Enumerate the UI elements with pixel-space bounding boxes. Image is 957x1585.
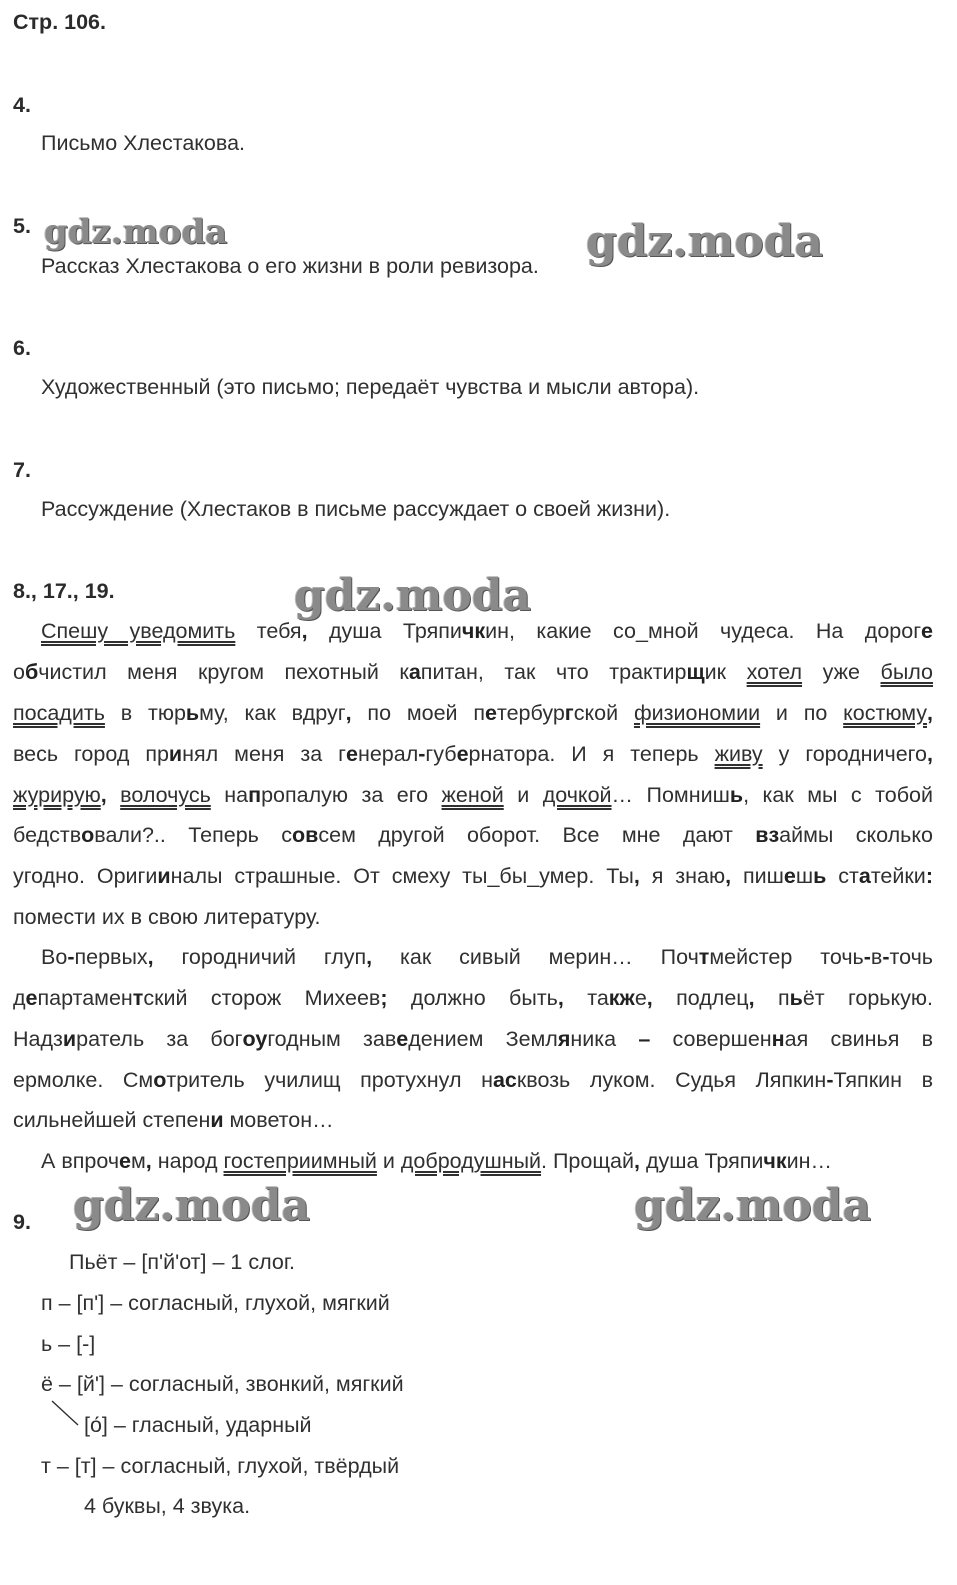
watermark: gdz.moda [44, 212, 228, 252]
connector-line [48, 1398, 82, 1428]
task-number-4: 4. [13, 93, 31, 117]
letter-line: сильнейшей степени моветон… [13, 1108, 334, 1132]
task-answer-5: Рассказ Хлестакова о его жизни в роли ревизора. [41, 254, 539, 278]
task-number-6: 6. [13, 336, 31, 360]
task-number-8-17-19: 8., 17., 19. [13, 579, 115, 603]
watermark: gdz.moda [634, 1180, 872, 1231]
phonetic-row: ь – [-] [41, 1332, 96, 1356]
phonetic-row: п – [п'] – согласный, глухой, мягкий [41, 1291, 390, 1315]
phonetic-row: [о́] – гласный, ударный [84, 1413, 312, 1437]
phonetic-summary: 4 буквы, 4 звука. [84, 1494, 251, 1518]
page-header: Стр. 106. [13, 10, 106, 34]
letter-line: бедствовали?.. Теперь совсем другой оборот. Все мне дают взаймы сколько [13, 823, 933, 847]
letter-line: А впрочем, народ гостеприимный и добродушный. Прощай, душа Тряпичкин… [41, 1149, 833, 1173]
watermark: gdz.moda [586, 216, 824, 267]
watermark: gdz.moda [294, 570, 532, 621]
task-number-9: 9. [13, 1210, 31, 1234]
letter-line: помести их в свою литературу. [13, 905, 321, 929]
letter-line: Во-первых, городничий глуп, как сивый мерин… Почтмейстер точь-в-точь [41, 945, 933, 969]
letter-line: посадить в тюрьму, как вдруг, по моей петербургской физиономии и по костюму, [13, 701, 933, 725]
letter-line: журирую, волочусь напропалую за его женой и дочкой… Помнишь, как мы с тобой [13, 783, 933, 807]
letter-line: обчистил меня кругом пехотный капитан, так что трактирщик хотел уже было [13, 660, 934, 684]
letter-line: Спешу уведомить тебя, душа Тряпичкин, какие со_мной чудеса. На дороге [41, 619, 934, 643]
letter-line: угодно. Оригииналы страшные. От смеху ты_бы_умер. Ты, я знаю, пишешь статейки: [13, 864, 933, 888]
phonetic-row: т – [т] – согласный, глухой, твёрдый [41, 1454, 400, 1478]
watermark: gdz.moda [73, 1180, 311, 1231]
letter-line: ермолке. Смотритель училищ протухнул насквозь луком. Судья Ляпкин-Тяпкин в [13, 1068, 933, 1092]
task-number-5: 5. [13, 214, 31, 238]
phonetic-row: ё – [й'] – согласный, звонкий, мягкий [41, 1372, 404, 1396]
phonetic-word-line: Пьёт – [п'й'от] – 1 слог. [69, 1250, 296, 1274]
task-answer-6: Художественный (это письмо; передаёт чувства и мысли автора). [41, 375, 700, 399]
letter-line: весь город принял меня за генерал-губернатора. И я теперь живу у городничего, [13, 742, 933, 766]
task-number-7: 7. [13, 458, 31, 482]
letter-line: департаментский сторож Михеев; должно быть, также, подлец, пьёт горькую. [13, 986, 933, 1010]
letter-line: Надзиратель за богоугодным заведением Земляника – совершенная свинья в [13, 1027, 933, 1051]
task-answer-7: Рассуждение (Хлестаков в письме рассуждает о своей жизни). [41, 497, 671, 521]
task-answer-4: Письмо Хлестакова. [41, 131, 245, 155]
